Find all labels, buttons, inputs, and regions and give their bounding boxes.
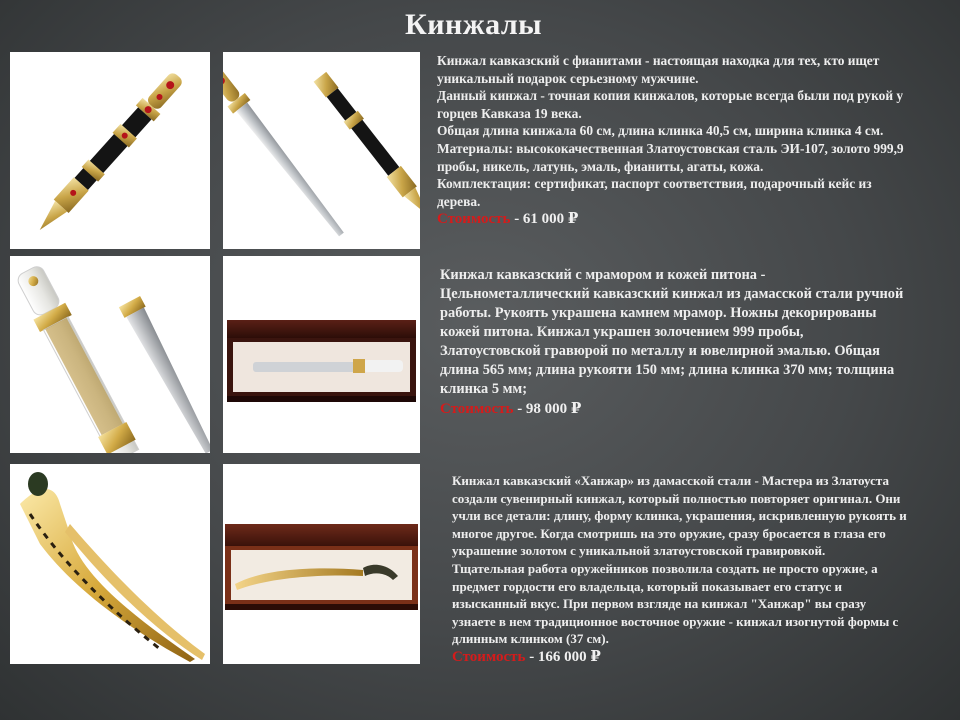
price-label: Стоимость: [437, 211, 511, 228]
price-value: - 166 000 ₽: [525, 648, 601, 665]
product-description-khanjar: [452, 472, 908, 667]
price: [452, 649, 908, 667]
price: [437, 211, 907, 229]
dagger-marble-case-photo: [223, 256, 420, 453]
price: [440, 400, 905, 419]
dagger-fianit-photo: [10, 52, 210, 249]
dagger-marble-photo: [10, 256, 210, 453]
dagger-khanjar-case-photo: [223, 464, 420, 664]
product-paragraph: Материалы: высококачественная Златоустовская сталь ЭИ-107, золото 999,9 пробы, никель, латунь, эмаль, фианиты, агаты, кожа.: [437, 140, 904, 174]
price-label: Стоимость: [440, 401, 514, 417]
product-paragraph: Комплектация: сертификат, паспорт соответствия, подарочный кейс из дерева.: [437, 176, 872, 209]
dagger-khanjar-photo: [10, 464, 210, 664]
product-description-fianit: [437, 52, 907, 229]
product-paragraph: Общая длина кинжала 60 см, длина клинка 40,5 см, ширина клинка 4 см.: [437, 123, 884, 139]
product-paragraph: Тщательная работа оружейников позволила создать не просто оружие, а предмет гордости его владельца, который показывает его статус и изысканный вкус. При первом взгляде на кинжал "Ханжар" вы сразу узнаете в нем традиционное восточное оружие - кинжал изогнутой формы с длинным клинком (37 см).: [452, 560, 899, 647]
price-label: Стоимость: [452, 648, 526, 665]
product-paragraph: Кинжал кавказский с фианитами - настоящая находка для тех, кто ищет уникальный подарок серьезному мужчине.: [437, 53, 880, 86]
dagger-fianit-open-photo: [223, 52, 420, 249]
product-description-marble: [440, 266, 905, 419]
price-value: - 98 000 ₽: [513, 401, 582, 417]
product-paragraph: Кинжал кавказский с мрамором и кожей питона - Цельнометаллический кавказский кинжал из дамасской стали ручной работы. Рукоять украшена камнем мрамор. Ножны декорированы кожей питона. Кинжал украшен золочением 999 пробы, Златоустовской гравюрой по металлу и ювелирной эмалью. Общая длина 565 мм; длина рукояти 150 мм; длина клинка 370 мм; толщина клинка 5 мм;: [440, 267, 904, 397]
price-value: - 61 000 ₽: [510, 211, 579, 228]
product-paragraph: Кинжал кавказский «Ханжар» из дамасской стали - Мастера из Златоуста создали сувенирный кинжал, который полностью повторяет оригинал. Они учли все детали: длину, форму клинка, украшения, искривленную рукоять и многое другое. Когда смотришь на это оружие, сразу бросается в глаза его украшение золотом с уникальной златоустовской гравировкой.: [452, 473, 907, 559]
page-title: Кинжалы: [405, 8, 543, 41]
product-paragraph: Данный кинжал - точная копия кинжалов, которые всегда были под рукой у горцев Кавказа 19 века.: [437, 88, 904, 121]
